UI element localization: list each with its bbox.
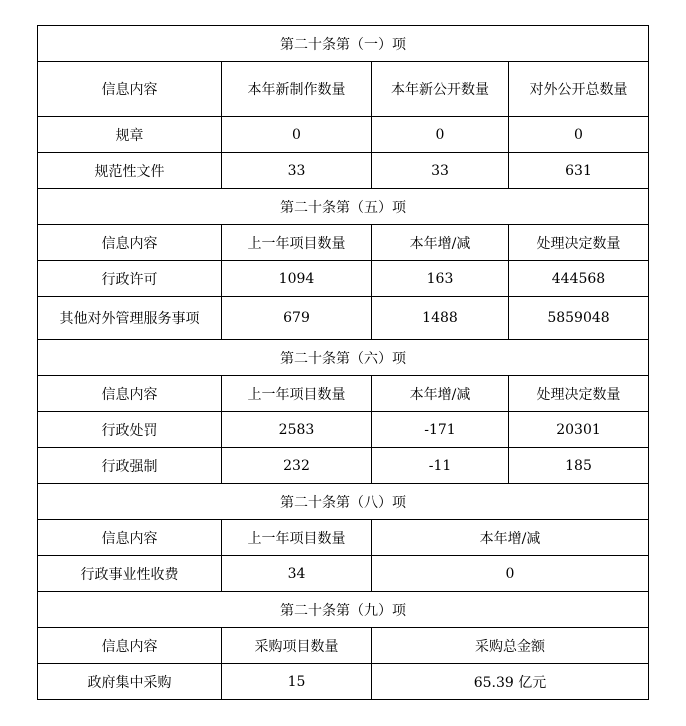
header-row xyxy=(38,376,649,412)
cell-value: 15 xyxy=(222,664,372,700)
header-cell: 处理决定数量 xyxy=(509,376,649,412)
cell-value: 5859048 xyxy=(509,297,649,340)
row-label: 其他对外管理服务事项 xyxy=(38,297,222,340)
table-row xyxy=(38,117,649,153)
row-label: 规范性文件 xyxy=(38,153,222,189)
header-cell: 本年增/减 xyxy=(372,225,509,261)
table-row xyxy=(38,448,649,484)
section-title-row xyxy=(38,340,649,376)
table-row xyxy=(38,664,649,700)
cell-value: -171 xyxy=(372,412,509,448)
row-label: 行政处罚 xyxy=(38,412,222,448)
header-cell: 上一年项目数量 xyxy=(222,376,372,412)
section-title-row xyxy=(38,592,649,628)
row-label: 行政强制 xyxy=(38,448,222,484)
header-cell: 信息内容 xyxy=(38,628,222,664)
header-cell: 采购总金额 xyxy=(372,628,649,664)
table-row xyxy=(38,297,649,340)
cell-value: 185 xyxy=(509,448,649,484)
cell-value: 2583 xyxy=(222,412,372,448)
cell-value: 1094 xyxy=(222,261,372,297)
header-cell: 本年新制作数量 xyxy=(222,62,372,117)
header-cell: 信息内容 xyxy=(38,62,222,117)
row-label: 政府集中采购 xyxy=(38,664,222,700)
table-row xyxy=(38,412,649,448)
header-cell: 信息内容 xyxy=(38,225,222,261)
section-title: 第二十条第（五）项 xyxy=(38,189,649,225)
cell-value: -11 xyxy=(372,448,509,484)
header-cell: 上一年项目数量 xyxy=(222,520,372,556)
row-label: 行政许可 xyxy=(38,261,222,297)
cell-value: 679 xyxy=(222,297,372,340)
section-title: 第二十条第（八）项 xyxy=(38,484,649,520)
section-title: 第二十条第（六）项 xyxy=(38,340,649,376)
row-label: 规章 xyxy=(38,117,222,153)
cell-value: 34 xyxy=(222,556,372,592)
header-cell: 信息内容 xyxy=(38,520,222,556)
header-cell: 本年新公开数量 xyxy=(372,62,509,117)
table-row xyxy=(38,556,649,592)
cell-value: 33 xyxy=(372,153,509,189)
header-cell: 本年增/减 xyxy=(372,520,649,556)
cell-value: 163 xyxy=(372,261,509,297)
row-label: 行政事业性收费 xyxy=(38,556,222,592)
header-cell: 上一年项目数量 xyxy=(222,225,372,261)
header-cell: 信息内容 xyxy=(38,376,222,412)
cell-value: 0 xyxy=(222,117,372,153)
cell-value: 65.39 亿元 xyxy=(372,664,649,700)
section-title-row xyxy=(38,189,649,225)
section-title-row xyxy=(38,484,649,520)
table-row xyxy=(38,261,649,297)
cell-value: 1488 xyxy=(372,297,509,340)
cell-value: 444568 xyxy=(509,261,649,297)
cell-value: 33 xyxy=(222,153,372,189)
cell-value: 631 xyxy=(509,153,649,189)
cell-value: 0 xyxy=(372,556,649,592)
header-row xyxy=(38,62,649,117)
cell-value: 20301 xyxy=(509,412,649,448)
disclosure-table xyxy=(37,25,649,700)
section-title-row xyxy=(38,26,649,62)
cell-value: 0 xyxy=(372,117,509,153)
header-row xyxy=(38,520,649,556)
cell-value: 232 xyxy=(222,448,372,484)
section-title: 第二十条第（一）项 xyxy=(38,26,649,62)
header-row xyxy=(38,628,649,664)
table-row xyxy=(38,153,649,189)
cell-value: 0 xyxy=(509,117,649,153)
header-row xyxy=(38,225,649,261)
section-title: 第二十条第（九）项 xyxy=(38,592,649,628)
header-cell: 本年增/减 xyxy=(372,376,509,412)
header-cell: 对外公开总数量 xyxy=(509,62,649,117)
header-cell: 处理决定数量 xyxy=(509,225,649,261)
header-cell: 采购项目数量 xyxy=(222,628,372,664)
